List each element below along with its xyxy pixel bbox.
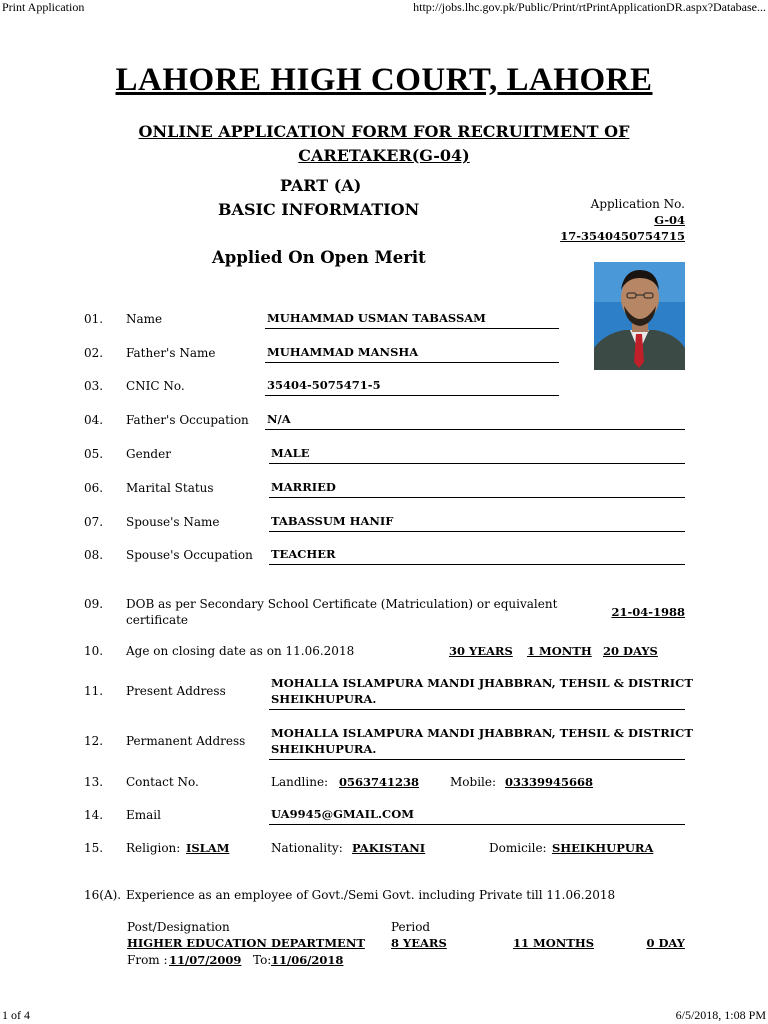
- form-subtitle-line2: CARETAKER(G-04): [298, 146, 470, 165]
- field-number: 11.: [84, 684, 104, 698]
- field-number: 08.: [84, 548, 104, 562]
- field-number: 05.: [84, 447, 104, 461]
- spouses-occupation-underline: [269, 564, 685, 565]
- spouses-name-underline: [269, 531, 685, 532]
- spouses-name-value: TABASSUM HANIF: [271, 514, 394, 528]
- section-heading: BASIC INFORMATION: [218, 200, 420, 219]
- fathers-name-label: Father's Name: [126, 346, 216, 360]
- from-date: 11/07/2009: [169, 953, 242, 967]
- nationality-value: PAKISTANI: [352, 841, 426, 855]
- domicile-value: SHEIKHUPURA: [552, 841, 654, 855]
- dob-value: 21-04-1988: [611, 605, 685, 619]
- spouses-occupation-value: TEACHER: [271, 547, 336, 561]
- age-months: 1 MONTH: [527, 644, 592, 658]
- experience-post: HIGHER EDUCATION DEPARTMENT: [127, 936, 365, 950]
- gender-underline: [269, 463, 685, 464]
- age-days: 20 DAYS: [603, 644, 658, 658]
- permanent-address-line1: MOHALLA ISLAMPURA MANDI JHABBRAN, TEHSIL & DISTRICT: [271, 726, 693, 740]
- email-label: Email: [126, 808, 161, 822]
- name-value: MUHAMMAD USMAN TABASSAM: [267, 311, 486, 325]
- print-header-title: Print Application: [2, 0, 85, 14]
- fathers-name-value: MUHAMMAD MANSHA: [267, 345, 419, 359]
- field-number: 04.: [84, 413, 104, 427]
- mobile-value: 03339945668: [505, 775, 594, 789]
- fathers-occupation-label: Father's Occupation: [126, 413, 249, 427]
- cnic-underline: [265, 395, 559, 396]
- quota-heading: Applied On Open Merit: [212, 248, 426, 267]
- religion-value: ISLAM: [186, 841, 230, 855]
- applicant-photo: [594, 262, 685, 370]
- field-number: 13.: [84, 775, 104, 789]
- field-number: 09.: [84, 597, 104, 611]
- present-address-underline: [269, 709, 685, 710]
- application-grade: G-04: [654, 213, 685, 227]
- marital-status-label: Marital Status: [126, 481, 214, 495]
- post-header: Post/Designation: [127, 920, 230, 934]
- age-label: Age on closing date as on 11.06.2018: [126, 644, 355, 658]
- field-number: 14.: [84, 808, 104, 822]
- print-header-url: http://jobs.lhc.gov.pk/Public/Print/rtPrintApplicationDR.aspx?Database...: [413, 0, 766, 14]
- print-footer-datetime: 6/5/2018, 1:08 PM: [675, 1008, 766, 1022]
- gender-label: Gender: [126, 447, 171, 461]
- name-label: Name: [126, 312, 163, 326]
- field-number: 07.: [84, 515, 104, 529]
- fathers-occupation-underline: [265, 429, 685, 430]
- application-number: 17-3540450754715: [560, 229, 685, 243]
- field-number: 15.: [84, 841, 104, 855]
- landline-value: 0563741238: [339, 775, 420, 789]
- cnic-value: 35404-5075471-5: [267, 378, 381, 392]
- domicile-label: Domicile:: [489, 841, 547, 855]
- court-title: LAHORE HIGH COURT, LAHORE: [115, 62, 653, 98]
- dob-label-cont: certificate: [126, 613, 189, 627]
- experience-months: 11 MONTHS: [513, 936, 594, 950]
- field-number: 03.: [84, 379, 104, 393]
- fathers-name-underline: [265, 362, 559, 363]
- field-number: 10.: [84, 644, 104, 658]
- landline-label: Landline:: [271, 775, 329, 789]
- age-years: 30 YEARS: [449, 644, 513, 658]
- field-number: 01.: [84, 312, 104, 326]
- mobile-label: Mobile:: [450, 775, 497, 789]
- marital-status-value: MARRIED: [271, 480, 336, 494]
- nationality-label: Nationality:: [271, 841, 343, 855]
- permanent-address-underline: [269, 759, 685, 760]
- fathers-occupation-value: N/A: [267, 412, 291, 426]
- from-label: From :: [127, 953, 168, 967]
- spouses-name-label: Spouse's Name: [126, 515, 220, 529]
- to-label: To:: [253, 953, 272, 967]
- marital-status-underline: [269, 497, 685, 498]
- permanent-address-line2: SHEIKHUPURA.: [271, 742, 377, 756]
- contact-label: Contact No.: [126, 775, 199, 789]
- application-number-label: Application No.: [590, 197, 685, 211]
- experience-days: 0 DAY: [646, 936, 685, 950]
- experience-years: 8 YEARS: [391, 936, 447, 950]
- form-subtitle-line1: ONLINE APPLICATION FORM FOR RECRUITMENT OF: [138, 122, 630, 141]
- permanent-address-label: Permanent Address: [126, 734, 246, 748]
- period-header: Period: [391, 920, 431, 934]
- to-date: 11/06/2018: [271, 953, 344, 967]
- spouses-occupation-label: Spouse's Occupation: [126, 548, 253, 562]
- experience-label: Experience as an employee of Govt./Semi Govt. including Private till 11.06.2018: [126, 888, 616, 902]
- field-number: 06.: [84, 481, 104, 495]
- cnic-label: CNIC No.: [126, 379, 185, 393]
- religion-label: Religion:: [126, 841, 181, 855]
- dob-label: DOB as per Secondary School Certificate (Matriculation) or equivalent: [126, 597, 558, 611]
- email-underline: [269, 824, 685, 825]
- applicant-photo-image: [594, 262, 685, 370]
- field-number: 02.: [84, 346, 104, 360]
- present-address-line2: SHEIKHUPURA.: [271, 692, 377, 706]
- present-address-label: Present Address: [126, 684, 226, 698]
- name-underline: [265, 328, 559, 329]
- email-value: UA9945@GMAIL.COM: [271, 807, 414, 821]
- field-number: 12.: [84, 734, 104, 748]
- gender-value: MALE: [271, 446, 310, 460]
- part-heading: PART (A): [280, 176, 362, 195]
- present-address-line1: MOHALLA ISLAMPURA MANDI JHABBRAN, TEHSIL & DISTRICT: [271, 676, 693, 690]
- field-number: 16(A).: [84, 888, 122, 902]
- print-footer-page: 1 of 4: [2, 1008, 30, 1022]
